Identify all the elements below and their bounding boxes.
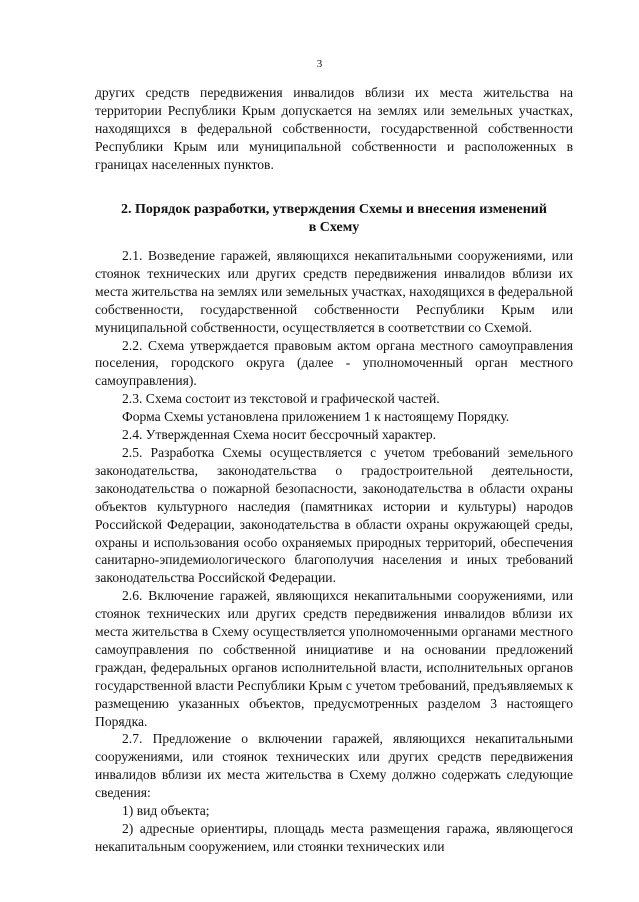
paragraph-2-3: 2.3. Схема состоит из текстовой и графической частей. [122,391,440,407]
paragraph-2-7: 2.7. Предложение о включении гаражей, являющихся некапитальными сооружениями, или стоянок технических или других средств передвижения инвалидов вблизи их места жительства в Схему должно содержать следующие сведения: [95,731,573,801]
paragraph-form-note: Форма Схемы установлена приложением 1 к настоящему Порядку. [122,409,510,425]
continuation-paragraph: других средств передвижения инвалидов вблизи их места жительства на территории Республики Крым допускается на землях или земельных участках, находящихся в федеральной собственности, государственной собственности Республики Крым или муниципальной собственности и расположенных в границах населенных пунктов. [95,85,573,172]
paragraph-2-1: 2.1. Возведение гаражей, являющихся некапитальными сооружениями, или стоянок технических или других средств передвижения инвалидов вблизи их места жительства на землях или земельных участках, находящихся в федеральной собственности, государственной собственности Республики Крым или муниципальной собственности, осуществляется в соответствии со Схемой. [95,248,573,335]
list-item-1: 1) вид объекта; [122,803,210,819]
section-heading [95,201,573,237]
section-body [95,247,573,856]
paragraph-2-4: 2.4. Утвержденная Схема носит бессрочный характер. [122,427,437,443]
continuation-block [95,84,573,174]
page-number: 3 [316,58,323,70]
list-item-2: 2) адресные ориентиры, площадь места размещения гаража, являющегося некапитальным сооружением, или стоянки технических или [95,821,573,854]
paragraph-2-6: 2.6. Включение гаражей, являющихся некапитальными сооружениями, или стоянок технических или других средств передвижения инвалидов вблизи их места жительства в Схему осуществляется уполномоченными органами местного самоуправления по собственной инициативе и на основании предложений граждан, федеральных органов исполнительной власти, исполнительных органов государственной власти Республики Крым с учетом требований, предъявляемых к размещению указанных объектов, предусмотренных разделом 3 настоящего Порядка. [95,588,573,729]
paragraph-2-2: 2.2. Схема утверждается правовым актом органа местного самоуправления поселения, городского округа (далее - уполномоченный орган местного самоуправления). [95,337,573,389]
paragraph-2-5: 2.5. Разработка Схемы осуществляется с учетом требований земельного законодательства, законодательства о градостроительной деятельности, законодательства о пожарной безопасности, законодательства в области охраны объектов культурного наследия (памятниках истории и культуры) народов Российской Федерации, законодательства в области охраны окружающей среды, охраны и использования особо охраняемых природных территорий, обеспечения санитарно-эпидемиологического благополучия населения и иных требований законодательства Российской Федерации. [95,444,573,586]
section-heading-line-1: 2. Порядок разработки, утверждения Схемы и внесения изменений [121,202,547,217]
section-heading-line-2: в Схему [308,220,360,235]
